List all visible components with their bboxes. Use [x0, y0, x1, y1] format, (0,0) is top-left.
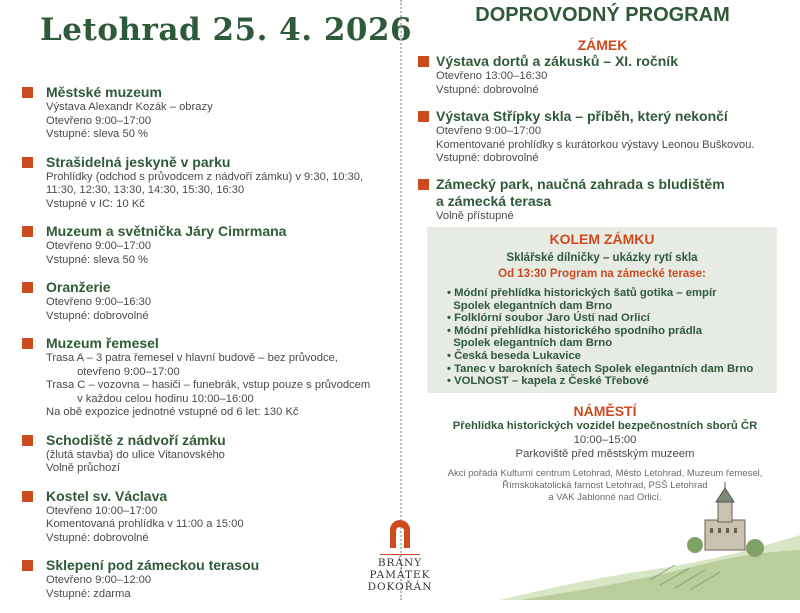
program-item-line: Komentované prohlídky s kurátorkou výstavy Leonou Buškovou. [436, 138, 755, 151]
program-item [418, 108, 800, 166]
kolem-zamku-box [427, 227, 777, 393]
namesti-line3: Parkoviště před městským muzeem [515, 448, 695, 460]
page-title: Letohrad 25. 4. 2026 [40, 12, 413, 48]
venue-name: Strašidelná jeskyně v parku [46, 153, 231, 170]
bullet-square-icon [22, 87, 33, 98]
venue-item [22, 84, 392, 142]
venue-line: 11:30, 12:30, 13:30, 14:30, 15:30, 16:30 [46, 184, 245, 196]
bullet-square-icon [22, 282, 33, 293]
venue-line: Volně průchozí [46, 462, 121, 474]
bullet-square-icon [22, 226, 33, 237]
castle-landscape-illustration [500, 480, 800, 600]
venue-list [22, 84, 392, 613]
venue-line: Na obě expozice jednotné vstupné od 6 let: 130 Kč [46, 406, 299, 418]
credits-line: a VAK Jablonné nad Orlicí. [548, 492, 662, 503]
venue-name: Muzeum a světnička Járy Cimrmana [46, 223, 287, 239]
venue-line: Komentovaná prohlídka v 11:00 a 15:00 [46, 518, 244, 530]
venue-item [22, 279, 392, 323]
bullet-square-icon [418, 179, 429, 190]
kolem-list-item: • Tanec v barokních šatech Spolek elegantních dam Brno [447, 362, 754, 375]
kolem-list-item: • Módní přehlídka historických šatů gotika – empír [447, 287, 717, 299]
venue-name: Městské muzeum [46, 84, 162, 100]
venue-name: Schodiště z nádvoří zámku [46, 431, 226, 448]
gate-icon [385, 518, 415, 548]
venue-line: Otevřeno 10:00–17:00 [46, 504, 158, 517]
program-item-name: Zámecký park, naučná zahrada s bludištěm a zámecká terasa [436, 176, 725, 209]
program-item-line: Otevřeno 9:00–17:00 [436, 125, 542, 137]
credits-line: Akci pořádá Kulturní centrum Letohrad, Město Letohrad, Muzeum řemesel, [447, 468, 763, 479]
program-item-line: Vstupné: dobrovolné [436, 152, 539, 164]
program-heading: DOPROVODNÝ PROGRAM [475, 4, 730, 26]
venue-item [22, 335, 392, 420]
namesti-heading: NÁMĚSTÍ [573, 403, 637, 419]
venue-item [22, 488, 392, 546]
kolem-sub2: Od 13:30 Program na zámecké terase: [498, 268, 706, 280]
venue-line: Vstupné: zdarma [46, 587, 131, 600]
bullet-square-icon [418, 111, 429, 122]
kolem-list-item: Spolek elegantních dam Brno [447, 337, 613, 350]
venue-item [22, 432, 392, 476]
venue-line: Vstupné: sleva 50 % [46, 128, 148, 140]
venue-name: Oranžerie [46, 279, 111, 295]
program-item-name: Výstava Střípky skla – příběh, který nekončí [436, 108, 728, 124]
venue-line: Trasa C – vozovna – hasiči – funebrák, vstup pouze s průvodcem [46, 379, 371, 391]
bullet-square-icon [22, 157, 33, 168]
program-item [418, 176, 800, 224]
bullet-square-icon [22, 338, 33, 349]
bullet-square-icon [418, 56, 429, 67]
zamek-heading: ZÁMEK [577, 37, 628, 53]
kolem-list [447, 287, 777, 388]
venue-line: otevřeno 9:00–17:00 [46, 365, 180, 378]
venue-line: v každou celou hodinu 10:00–16:00 [46, 392, 254, 405]
venue-line: Otevřeno 9:00–17:00 [46, 114, 152, 127]
program-item-line: Otevřeno 13:00–16:30 [436, 70, 548, 82]
venue-line: Vstupné: dobrovolné [46, 309, 149, 322]
program-item-line: Vstupné: dobrovolné [436, 83, 539, 96]
bullet-square-icon [22, 560, 33, 571]
venue-line: Trasa A – 3 patra řemesel v hlavní budově – bez průvodce, [46, 352, 338, 364]
venue-line: Otevřeno 9:00–16:30 [46, 296, 152, 308]
venue-line: (žlutá stavba) do ulice Vitanovského [46, 448, 225, 461]
program-item [418, 53, 800, 97]
kolem-list-item: • Česká beseda Lukavice [447, 349, 581, 362]
kolem-list-item: Spolek elegantních dam Brno [447, 299, 613, 312]
venue-line: Vstupné: dobrovolné [46, 531, 149, 544]
venue-item [22, 154, 392, 212]
column-divider [400, 0, 402, 600]
venue-line: Vstupné: sleva 50 % [46, 253, 148, 266]
venue-line: Prohlídky (odchod s průvodcem z nádvoří zámku) v 9:30, 10:30, [46, 170, 364, 183]
venue-item [22, 223, 392, 267]
credits-line: Římskokatolická farnost Letohrad, PSŠ Letohrad [502, 480, 708, 491]
venue-line: Otevřeno 9:00–12:00 [46, 574, 152, 586]
logo-line: DOKOŘÁN [367, 581, 433, 593]
kolem-heading: KOLEM ZÁMKU [549, 231, 655, 247]
namesti-line1: Přehlídka historických vozidel bezpečnostních sborů ČR [452, 420, 758, 432]
venue-item [22, 557, 392, 601]
venue-name: Muzeum řemesel [46, 335, 159, 351]
venue-line: Výstava Alexandr Kozák – obrazy [46, 101, 213, 113]
venue-line: Vstupné v IC: 10 Kč [46, 197, 145, 210]
namesti-line2: 10:00–15:00 [573, 434, 637, 446]
venue-name: Kostel sv. Václava [46, 487, 168, 504]
logo-line: PAMÁTEK [369, 569, 431, 581]
venue-name: Sklepení pod zámeckou terasou [46, 557, 260, 573]
venue-line: Otevřeno 9:00–17:00 [46, 240, 152, 252]
program-item-name: Výstava dortů a zákusků – XI. ročník [436, 53, 678, 69]
bullet-square-icon [22, 491, 33, 502]
kolem-sub1: Sklářské dílničky – ukázky rytí skla [506, 252, 698, 264]
bullet-square-icon [22, 435, 33, 446]
kolem-list-item: • VOLNOST – kapela z České Třebové [447, 375, 649, 388]
logo-line: BRÁNY [377, 557, 423, 569]
brany-pamatek-logo [362, 518, 438, 593]
kolem-list-item: • Módní přehlídka historického spodního prádla [447, 324, 703, 337]
kolem-list-item: • Folklórní soubor Jaro Ústí nad Orlicí [447, 312, 650, 325]
program-item-line: Volně přístupné [436, 210, 514, 222]
